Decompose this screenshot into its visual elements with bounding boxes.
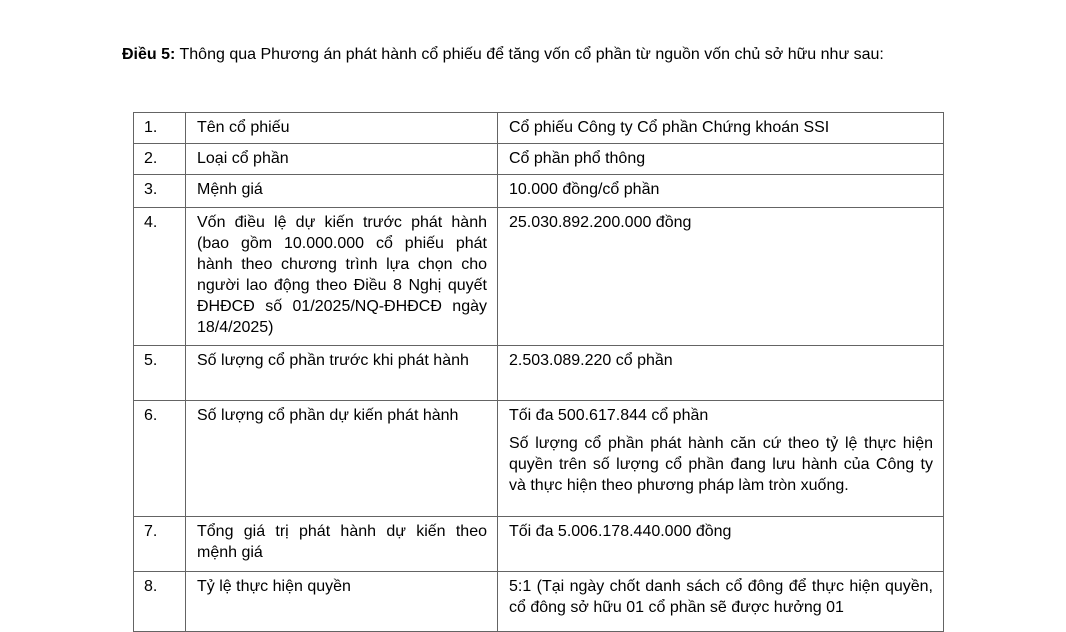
row-label-cell: [186, 517, 498, 572]
row-number: 7.: [144, 523, 158, 540]
row-number: 1.: [144, 119, 158, 136]
row-value-cell: [498, 175, 944, 208]
row-number: 5.: [144, 352, 158, 369]
table-row: [134, 113, 944, 144]
value-paragraph: Tối đa 500.617.844 cổ phần: [509, 407, 709, 424]
row-label: Tên cổ phiếu: [197, 119, 290, 136]
row-value-cell: [498, 346, 944, 401]
row-value-cell: [498, 572, 944, 632]
value-paragraph: 5:1 (Tại ngày chốt danh sách cổ đông để thực hiện quyền, cổ đông sở hữu 01 cổ phần sẽ được hưởng 01: [509, 578, 933, 616]
value-paragraph: Cổ phần phổ thông: [509, 150, 646, 167]
row-label: Tỷ lệ thực hiện quyền: [197, 578, 351, 595]
table-row: [134, 401, 944, 517]
row-number: 4.: [144, 214, 158, 231]
row-value-cell: [498, 144, 944, 175]
row-label: Tổng giá trị phát hành dự kiến theo mệnh giá: [197, 523, 487, 561]
row-number-cell: [134, 346, 186, 401]
row-number-cell: [134, 401, 186, 517]
row-number-cell: [134, 175, 186, 208]
row-number-cell: [134, 113, 186, 144]
row-label-cell: [186, 144, 498, 175]
row-label-cell: [186, 401, 498, 517]
row-number: 2.: [144, 150, 158, 167]
row-value-cell: [498, 208, 944, 346]
row-label-cell: [186, 208, 498, 346]
value-paragraph: Tối đa 5.006.178.440.000 đồng: [509, 523, 732, 540]
issuance-table-body: [134, 113, 944, 632]
table-row: [134, 346, 944, 401]
section-heading-label: Điều 5:: [122, 46, 176, 63]
value-paragraph: Cổ phiếu Công ty Cổ phần Chứng khoán SSI: [509, 119, 830, 136]
row-number-cell: [134, 144, 186, 175]
table-row: [134, 144, 944, 175]
row-value-cell: [498, 517, 944, 572]
row-label-cell: [186, 572, 498, 632]
row-number: 8.: [144, 578, 158, 595]
row-number-cell: [134, 572, 186, 632]
row-value-cell: [498, 113, 944, 144]
row-number-cell: [134, 517, 186, 572]
table-row: [134, 517, 944, 572]
table-row: [134, 572, 944, 632]
value-paragraph: 2.503.089.220 cổ phần: [509, 352, 673, 369]
row-label: Số lượng cổ phần trước khi phát hành: [197, 352, 469, 369]
value-paragraph: 25.030.892.200.000 đồng: [509, 214, 692, 231]
row-number-cell: [134, 208, 186, 346]
section-heading: [122, 38, 948, 71]
row-number: 6.: [144, 407, 158, 424]
row-label-cell: [186, 113, 498, 144]
table-row: [134, 175, 944, 208]
issuance-table: [133, 112, 944, 632]
section-heading-text: Thông qua Phương án phát hành cổ phiếu để tăng vốn cổ phần từ nguồn vốn chủ sở hữu như sau:: [175, 46, 884, 63]
table-row: [134, 208, 944, 346]
value-paragraph: 10.000 đồng/cổ phần: [509, 181, 660, 198]
row-number: 3.: [144, 181, 158, 198]
row-label: Mệnh giá: [197, 181, 263, 198]
value-paragraph: Số lượng cổ phần phát hành căn cứ theo tỷ lệ thực hiện quyền trên số lượng cổ phần đang lưu hành của Công ty và thực hiện theo phương pháp làm tròn xuống.: [509, 435, 933, 494]
row-label-cell: [186, 346, 498, 401]
row-label: Vốn điều lệ dự kiến trước phát hành (bao gồm 10.000.000 cổ phiếu phát hành theo chương trình lựa chọn cho người lao động theo Điều 8 Nghị quyết ĐHĐCĐ số 01/2025/NQ-ĐHĐCĐ ngày 18/4/2025): [197, 214, 487, 336]
row-label: Loại cổ phần: [197, 150, 289, 167]
row-label-cell: [186, 175, 498, 208]
row-value-cell: [498, 401, 944, 517]
row-label: Số lượng cổ phần dự kiến phát hành: [197, 407, 459, 424]
